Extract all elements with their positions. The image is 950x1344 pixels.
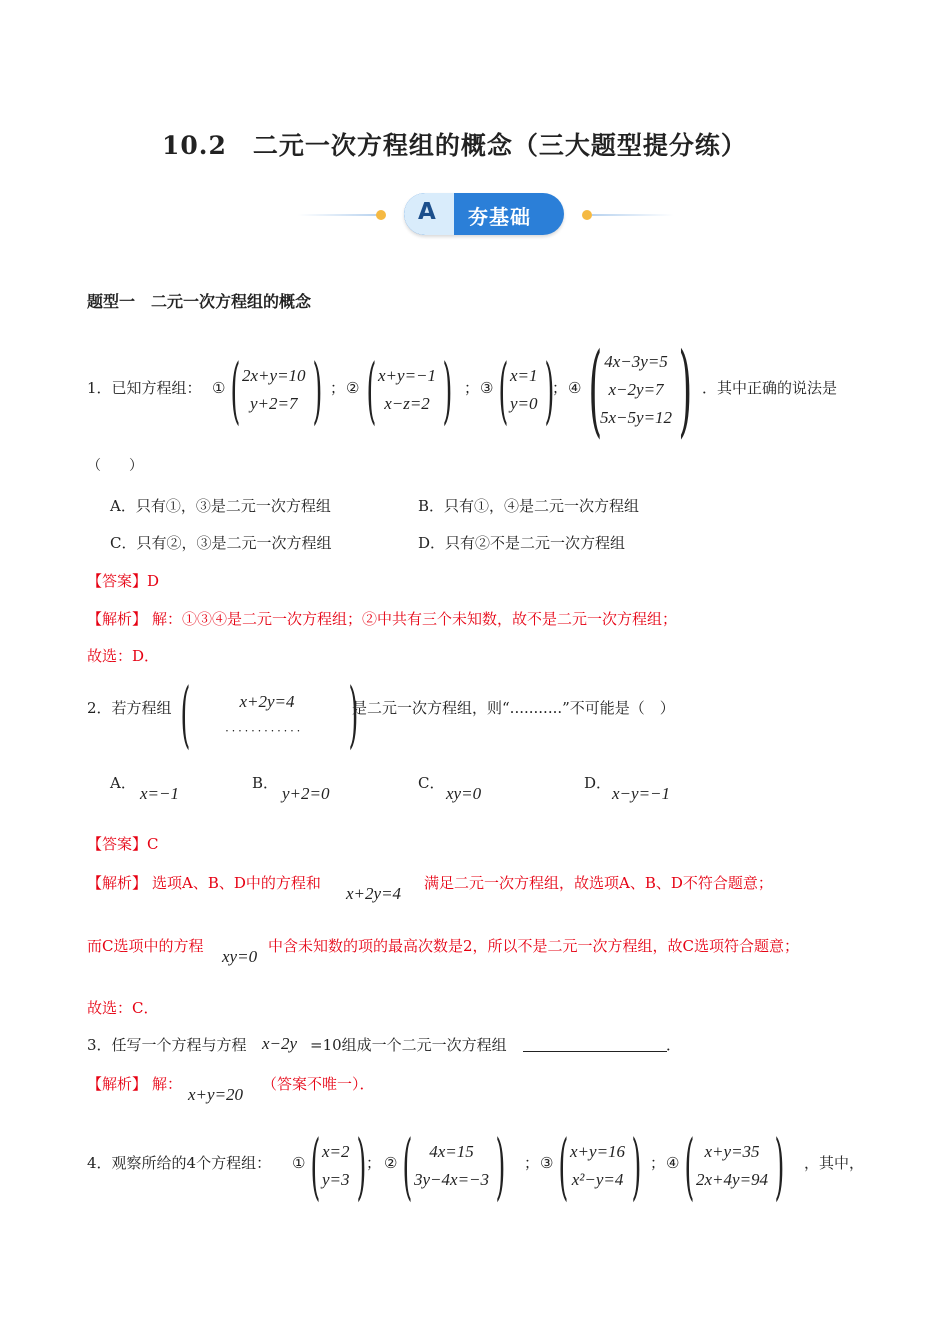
q1-system-2 [362,348,453,432]
q4-system-1 [306,1124,366,1208]
q2-option-c: xy=0 [446,784,482,803]
q2-option-b: y+2=0 [282,784,330,803]
q1-analysis: 解：①③④是二元一次方程组；②中共有三个未知数，故不是二元一次方程组； [152,610,678,628]
banner-line-right [592,214,674,216]
q1-num3: ③ [480,379,494,397]
q2-eq-2: xy=0 [222,947,258,966]
q2-system [176,672,359,756]
q2-analysis-2: 满足二元一次方程组，故选项A、B、D不符合题意； [424,874,773,892]
right-brace: ) [774,1124,785,1208]
equation: 4x=15 [429,1142,474,1161]
q3-analysis-tag: 【解析】 [87,1075,148,1093]
right-brace: ) [442,348,453,432]
q3-text-2: =10组成一个二元一次方程组 [310,1036,507,1054]
equation: 2x+4y=94 [696,1170,769,1189]
equation: x=2 [322,1142,350,1161]
q4-sep2: ； [524,1154,540,1172]
q4-system-3 [554,1124,642,1208]
q4-num1: ① [292,1154,306,1172]
right-brace: ) [312,348,322,432]
right-brace: ) [678,331,693,448]
page-title: 10.2 二元一次方程组的概念（三大题型提分练） [162,131,747,160]
q2-option-a: x=−1 [140,784,179,803]
q4-num4: ④ [666,1154,680,1172]
right-brace: ) [495,1124,506,1208]
q1-num1: ① [212,379,226,397]
q2-answer: 【答案】C [87,835,159,853]
q1-choose: 故选：D． [87,647,160,665]
right-brace: ) [631,1124,642,1208]
equation: x=1 [510,366,538,385]
q2-suffix: 是二元一次方程组，则“...........”不可能是（ ） [352,699,675,717]
banner-letter: A [418,199,436,225]
q1-system-3 [494,348,554,432]
q1-num4: ④ [568,379,582,397]
q4-suffix: ，其中， [804,1154,865,1172]
q3-analysis-pre: 解： [152,1075,183,1093]
left-brace: ( [310,1124,321,1208]
q4-sep1: ； [366,1154,382,1172]
q2-option-d: x−y=−1 [612,784,671,803]
equation: y=3 [322,1170,350,1189]
q1-sep2: ； [464,379,480,397]
left-brace: ( [498,348,509,432]
banner-letter-box [404,193,454,235]
banner-line-left [298,214,378,216]
q4-num2: ② [384,1154,398,1172]
equation: x−z=2 [384,394,430,413]
section-banner [298,190,674,240]
q2-option-c-label: C． [418,774,445,792]
q1-option-a: A．只有①，③是二元一次方程组 [110,497,331,515]
q2-analysis-1: 选项A、B、D中的方程和 [152,874,321,892]
left-brace: ( [180,672,191,756]
q4-sep3: ； [650,1154,666,1172]
equation: x+y=35 [704,1142,760,1161]
q2-option-b-label: B． [252,774,279,792]
equation: y+2=7 [250,394,298,413]
q3-answer-note: （答案不唯一）． [262,1075,375,1093]
q1-num2: ② [346,379,360,397]
q1-option-c: C．只有②，③是二元一次方程组 [110,534,332,552]
q3-end: ． [666,1036,682,1054]
right-brace: ) [348,672,359,756]
left-brace: ( [402,1124,413,1208]
q2-option-d-label: D． [584,774,612,792]
equation: x²−y=4 [571,1170,624,1189]
q1-sep1: ； [330,379,346,397]
q4-num3: ③ [540,1154,554,1172]
equation: x+y=16 [570,1142,626,1161]
q1-suffix: ．其中正确的说法是 [702,379,838,397]
equation: x−2y=7 [608,380,664,399]
banner-dot-left [376,210,386,220]
section-heading: 题型一 二元一次方程组的概念 [87,292,312,311]
equation: 2x+y=10 [242,366,306,385]
equation: 4x−3y=5 [604,352,668,371]
left-brace: ( [684,1124,695,1208]
q1-answer: 【答案】D [87,572,160,590]
banner-dot-right [582,210,592,220]
banner-text: 夯基础 [468,205,531,229]
q3-text-1: 3．任写一个方程与方程 [87,1036,247,1054]
banner-pill [404,193,564,235]
q4-prefix: 4．观察所给的4个方程组： [87,1154,272,1172]
q1-option-b: B．只有①，④是二元一次方程组 [418,497,640,515]
q1-system-4 [584,331,693,448]
right-brace: ) [544,348,554,432]
q1-prefix: 1．已知方程组： [87,379,202,397]
q1-analysis-tag: 【解析】 [87,610,148,628]
left-brace: ( [558,1124,569,1208]
equation: x+y=−1 [378,366,437,385]
q1-system-1 [226,348,322,432]
q1-paren: （ ） [87,458,143,474]
right-brace: ) [356,1124,366,1208]
q2-prefix: 2．若方程组 [87,699,172,717]
equation: 3y−4x=−3 [414,1170,490,1189]
left-brace: ( [366,348,377,432]
q3-answer-blank[interactable] [523,1035,667,1056]
equation: x+2y=4 [239,692,295,711]
q2-choose: 故选：C． [87,999,159,1017]
q3-answer-eq: x+y=20 [188,1085,244,1104]
q1-sep3: ； [552,379,568,397]
q2-analysis-3: 而C选项中的方程 [87,937,204,955]
equation: 5x−5y=12 [600,408,673,427]
equation: y=0 [510,394,538,413]
q4-system-2 [398,1124,506,1208]
q3-eq: x−2y [262,1034,298,1053]
q4-system-4 [680,1124,785,1208]
left-brace: ( [230,348,241,432]
placeholder-dots: ．．．．．．．．．．．． [225,722,309,734]
q2-eq-1: x+2y=4 [346,884,402,903]
q2-analysis-tag: 【解析】 [87,874,148,892]
left-brace: ( [588,331,603,448]
q2-option-a-label: A． [110,774,136,792]
q2-analysis-4: 中含未知数的项的最高次数是2，所以不是二元一次方程组，故C选项符合题意； [268,937,800,955]
q1-option-d: D．只有②不是二元一次方程组 [418,534,626,552]
